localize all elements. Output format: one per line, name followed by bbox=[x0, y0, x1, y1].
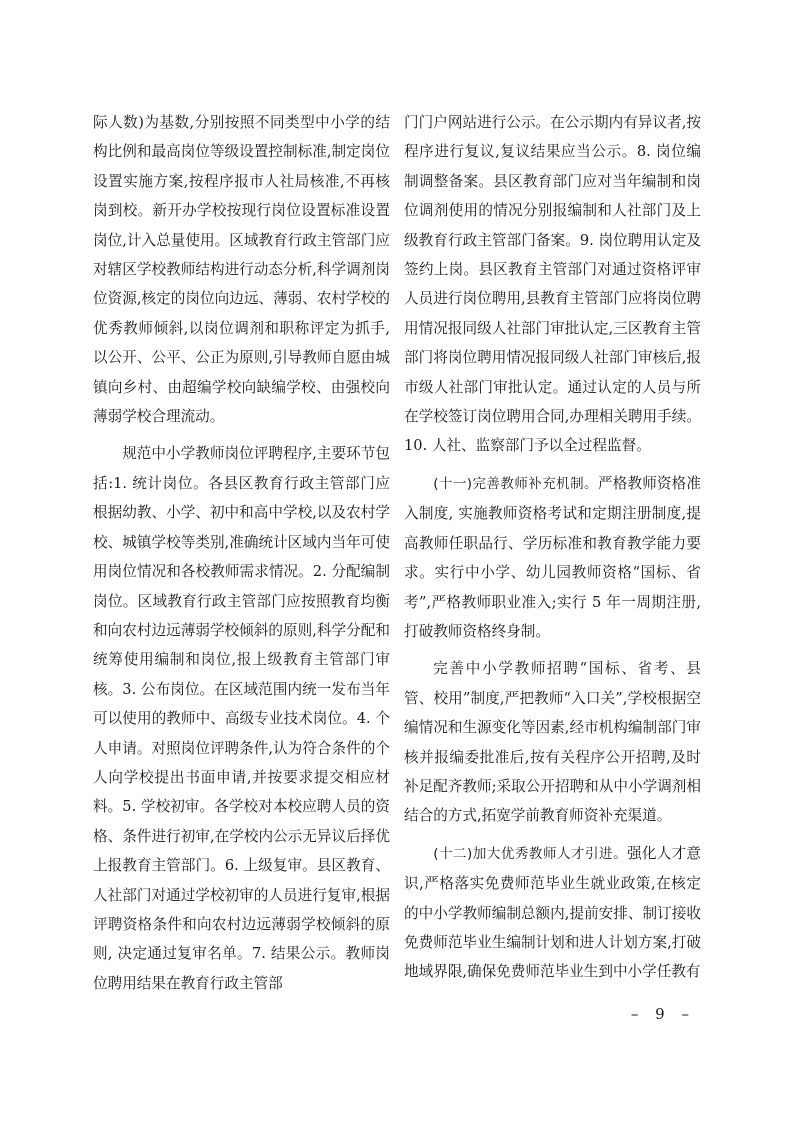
page-number: – 9 – bbox=[630, 1005, 695, 1023]
right-paragraph-2 bbox=[404, 469, 701, 646]
left-paragraph-2: 规范中小学教师岗位评聘程序,主要环节包括:1. 统计岗位。各县区教育行政主管部门应根据幼教、小学、初中和高中学校,以及农村学校、城镇学校等类别,准确统计区域内当年可使用岗位情况和各校教师需求情况。2. 分配编制岗位。区域教育行政主管部门应按照教育均衡和向农村边远薄弱学校倾斜的原则,科学分配和统筹使用编制和岗位,报上级教育主管部门审核。3. 公布岗位。在区域范围内统一发布当年可以使用的教师中、高级专业技术岗位。4. 个人申请。对照岗位评聘条件,认为符合条件的个人向学校提出书面申请,并按要求提交相应材料。5. 学校初审。各学校对本校应聘人员的资格、条件进行初审,在学校内公示无异议后择优上报教育主管部门。6. 上级复审。县区教育、人社部门对通过学校初审的人员进行复审,根据评聘资格条件和向农村边远薄弱学校倾斜的原则, 决定通过复审名单。7. 结果公示。教师岗位聘用结果在教育行政主管部 bbox=[93, 445, 390, 992]
section-body-12: 强化人才意识,严格落实免费师范毕业生就业政策,在核定的中小学教师编制总额内,提前安排、制订接收免费师范毕业生编制计划和进人计划方案,打破地域界限,确保免费师范毕业生到中小学任教有 bbox=[404, 844, 701, 981]
section-heading-12: (十二)加大优秀教师人才引进。 bbox=[433, 845, 628, 862]
section-body-11: 严格教师资格准入制度, 实施教师资格考试和定期注册制度,提高教师任职品行、学历标准和教育教学能力要求。实行中小学、幼儿园教师资格“国标、省考”,严格教师职业准入;实行 5 年一周期注册, 打破教师资格终身制。 bbox=[404, 474, 701, 640]
right-column bbox=[404, 108, 701, 987]
right-paragraph-4 bbox=[404, 839, 701, 987]
left-paragraph-1: 际人数)为基数,分别按照不同类型中小学的结构比例和最高岗位等级设置控制标准,制定岗位设置实施方案,按程序报市人社局核准,不再核岗到校。新开办学校按现行岗位设置标准设置岗位,计入总量使用。区域教育行政主管部门应对辖区学校教师结构进行动态分析,科学调剂岗位资源,核定的岗位向边远、薄弱、农村学校的优秀教师倾斜,以岗位调剂和职称评定为抓手,以公开、公平、公正为原则,引导教师自愿由城镇向乡村、由超编学校向缺编学校、由强校向薄弱学校合理流动。 bbox=[93, 114, 390, 426]
left-column bbox=[93, 108, 390, 998]
right-paragraph-3: 完善中小学教师招聘“国标、省考、县管、校用”制度,严把教师“入口关”,学校根据空编情况和生源变化等因素,经市机构编制部门审核并报编委批准后,按有关程序公开招聘,及时补足配齐教师;采取公开招聘和从中小学调剂相结合的方式,拓宽学前教育师资补充渠道。 bbox=[404, 660, 701, 825]
section-heading-11: (十一)完善教师补充机制。 bbox=[433, 475, 598, 492]
right-paragraph-1: 门门户网站进行公示。在公示期内有异议者,按程序进行复议,复议结果应当公示。8. 岗位编制调整备案。县区教育部门应对当年编制和岗位调剂使用的情况分别报编制和人社部门及上级教育行政主管部门备案。9. 岗位聘用认定及签约上岗。县区教育主管部门对通过资格评审人员进行岗位聘用,县教育主管部门应将岗位聘用情况报同级人社部门审批认定,三区教育主管部门将岗位聘用情况报同级人社部门审核后,报市级人社部门审批认定。通过认定的人员与所在学校签订岗位聘用合同,办理相关聘用手续。10. 人社、监察部门予以全过程监督。 bbox=[404, 114, 701, 455]
